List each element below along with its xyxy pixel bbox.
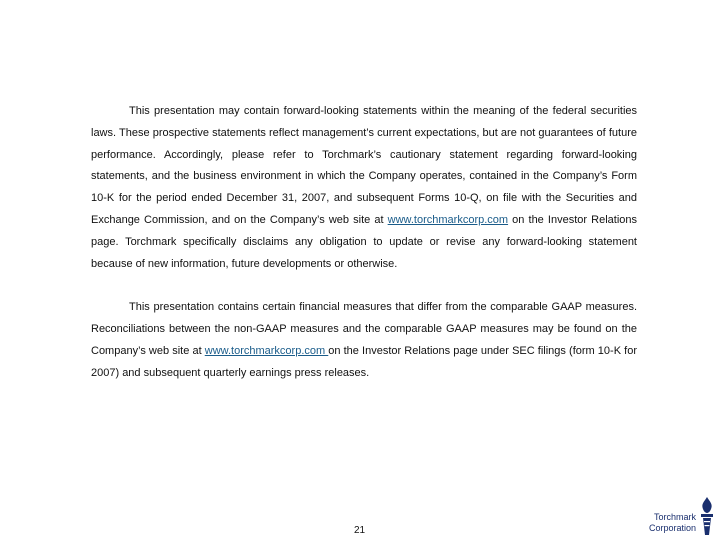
page-number: 21 [354, 525, 366, 536]
website-link[interactable]: www.torchmarkcorp.com [204, 344, 329, 357]
forward-looking-paragraph [91, 101, 637, 275]
logo-line-2: Corporation [648, 523, 696, 533]
logo-text [649, 512, 696, 534]
disclaimer-content [91, 101, 637, 384]
forward-looking-text-b: on the Investor Relations page. Torchmark specifically disclaims any obligation to update or revise any forward-looking statement because of new information, future developments or otherwise. [91, 213, 638, 270]
non-gaap-text-b: on the Investor Relations page under SEC filings (form 10-K for 2007) and subsequent quarterly earnings press releases. [91, 344, 637, 379]
forward-looking-text-a: This presentation may contain forward-looking statements within the meaning of the federal securities laws. These prospective statements reflect management’s current expectations, but are not guarantees of future performance. Accordingly, please refer to Torchmark’s cautionary statement regarding forward-looking statements, and the business environment in which the Company operates, contained in the Company’s Form 10-K for the period ended December 31, 2007, and subsequent Forms 10-Q, on file with the Securities and Exchange Commission, and on the Company’s web site at [91, 105, 637, 226]
torch-icon [698, 496, 716, 536]
logo-line-1: Torchmark [653, 512, 696, 522]
non-gaap-text-a: This presentation contains certain financial measures that differ from the comparable GAAP measures. Reconciliations between the non-GAAP measures and the comparable GAAP measures may be found on the Company’s web site at [91, 301, 637, 357]
torchmark-logo [640, 494, 718, 536]
non-gaap-paragraph [91, 297, 637, 384]
website-link[interactable]: www.torchmarkcorp.com [387, 213, 509, 226]
